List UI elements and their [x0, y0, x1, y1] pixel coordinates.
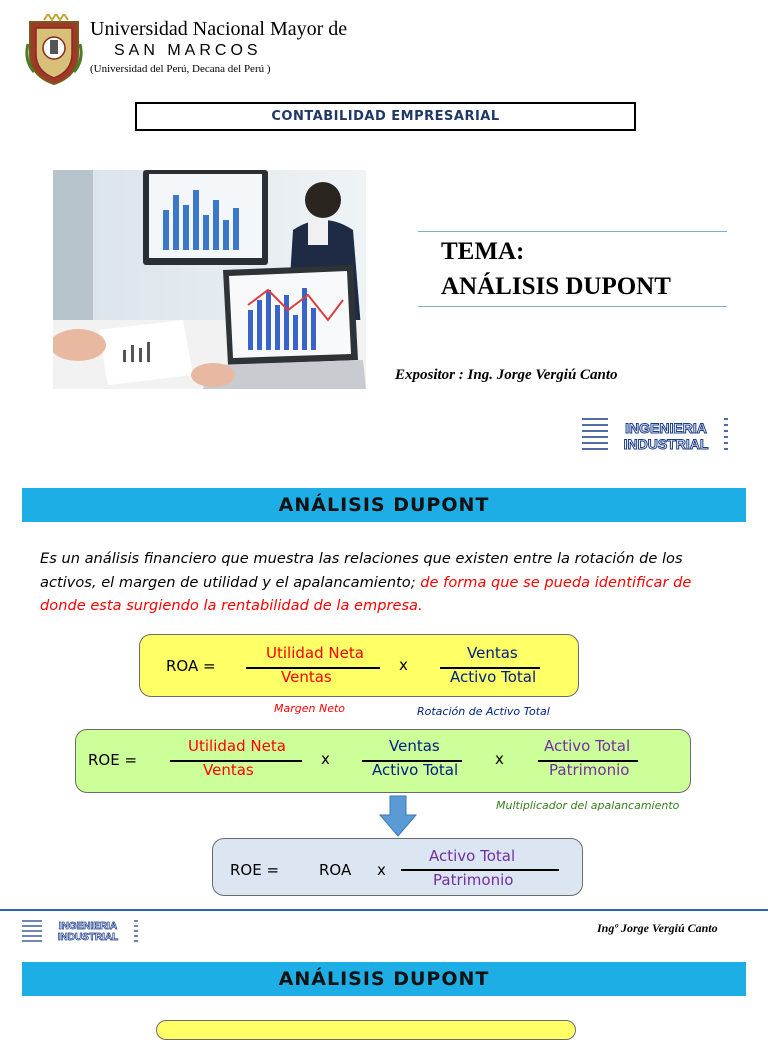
intro-paragraph	[40, 547, 730, 618]
roa-margin-denominator: Ventas	[281, 668, 332, 686]
roa-margin-numerator: Utilidad Neta	[266, 644, 364, 662]
university-subtitle: (Universidad del Perú, Decana del Perú )	[90, 63, 271, 75]
roe-multiply-sign-2: x	[495, 750, 504, 768]
logo-text-line2: INDUSTRIAL	[623, 436, 709, 452]
roe-simplified-roa: ROA	[319, 861, 352, 879]
roe-formula-box	[75, 729, 691, 793]
section-title-2: ANÁLISIS DUPONT	[278, 968, 490, 990]
roe-multiplier-denominator: Patrimonio	[549, 761, 630, 779]
roe-simplified-numerator: Activo Total	[429, 847, 516, 865]
rotation-note: Rotación de Activo Total	[417, 705, 550, 718]
next-formula-box-partial	[156, 1020, 576, 1040]
ingenieria-industrial-logo-small	[22, 917, 138, 943]
roe-simplified-box	[212, 838, 583, 896]
roe-multiply-sign-1: x	[321, 750, 330, 768]
roa-rotation-denominator: Activo Total	[450, 668, 537, 686]
roa-lhs: ROA =	[166, 657, 216, 675]
roe-simplified-denominator: Patrimonio	[433, 871, 514, 889]
roe-rotation-denominator: Activo Total	[372, 761, 459, 779]
roe-rotation-numerator: Ventas	[389, 737, 440, 755]
logo-text-line1: INGENIERIA	[625, 420, 707, 436]
intro-text: Es un análisis financiero que muestra las relaciones que existen entre la rotación de los activos, el margen de utilidad y el apalancamiento;	[40, 550, 683, 591]
intro-text-highlight: de forma que se pueda identificar de donde esta surgiendo la rentabilidad de la empresa.	[40, 573, 692, 614]
business-analytics-photo	[53, 170, 366, 389]
down-arrow-icon	[379, 795, 417, 837]
university-name-line2: SAN MARCOS	[114, 42, 262, 59]
roe-margin-numerator: Utilidad Neta	[188, 737, 286, 755]
footer-author: Ingº Jorge Vergiú Canto	[597, 921, 718, 935]
university-name-line1: Universidad Nacional Mayor de	[90, 18, 348, 40]
tema-label: TEMA:	[441, 238, 525, 265]
roa-multiply-sign: x	[399, 656, 408, 674]
course-title: CONTABILIDAD EMPRESARIAL	[271, 109, 500, 124]
ingenieria-industrial-logo	[582, 414, 728, 456]
section-header-bar	[22, 488, 746, 522]
logo-small-text-line1: INGENIERIA	[58, 921, 118, 932]
tema-divider-bottom	[418, 306, 727, 307]
expositor-text: Expositor : Ing. Jorge Vergiú Canto	[395, 367, 618, 383]
university-seal-logo	[24, 14, 84, 86]
roe-simplified-multiply-sign: x	[377, 861, 386, 879]
tema-divider-top	[418, 231, 727, 232]
roe-margin-denominator: Ventas	[203, 761, 254, 779]
roa-rotation-numerator: Ventas	[467, 644, 518, 662]
section-header-bar-2	[22, 962, 746, 996]
roe-multiplier-numerator: Activo Total	[544, 737, 631, 755]
course-title-box	[135, 102, 636, 131]
margin-neto-note: Margen Neto	[274, 702, 346, 715]
roe-simplified-lhs: ROE =	[230, 861, 280, 879]
footer-divider	[0, 909, 768, 911]
logo-small-text-line2: INDUSTRIAL	[57, 932, 119, 943]
tema-value: ANÁLISIS DUPONT	[441, 273, 671, 300]
section-title: ANÁLISIS DUPONT	[278, 494, 490, 516]
multiplier-note: Multiplicador del apalancamiento	[496, 799, 680, 812]
roa-formula-box	[139, 634, 579, 697]
roe-lhs: ROE =	[88, 751, 138, 769]
